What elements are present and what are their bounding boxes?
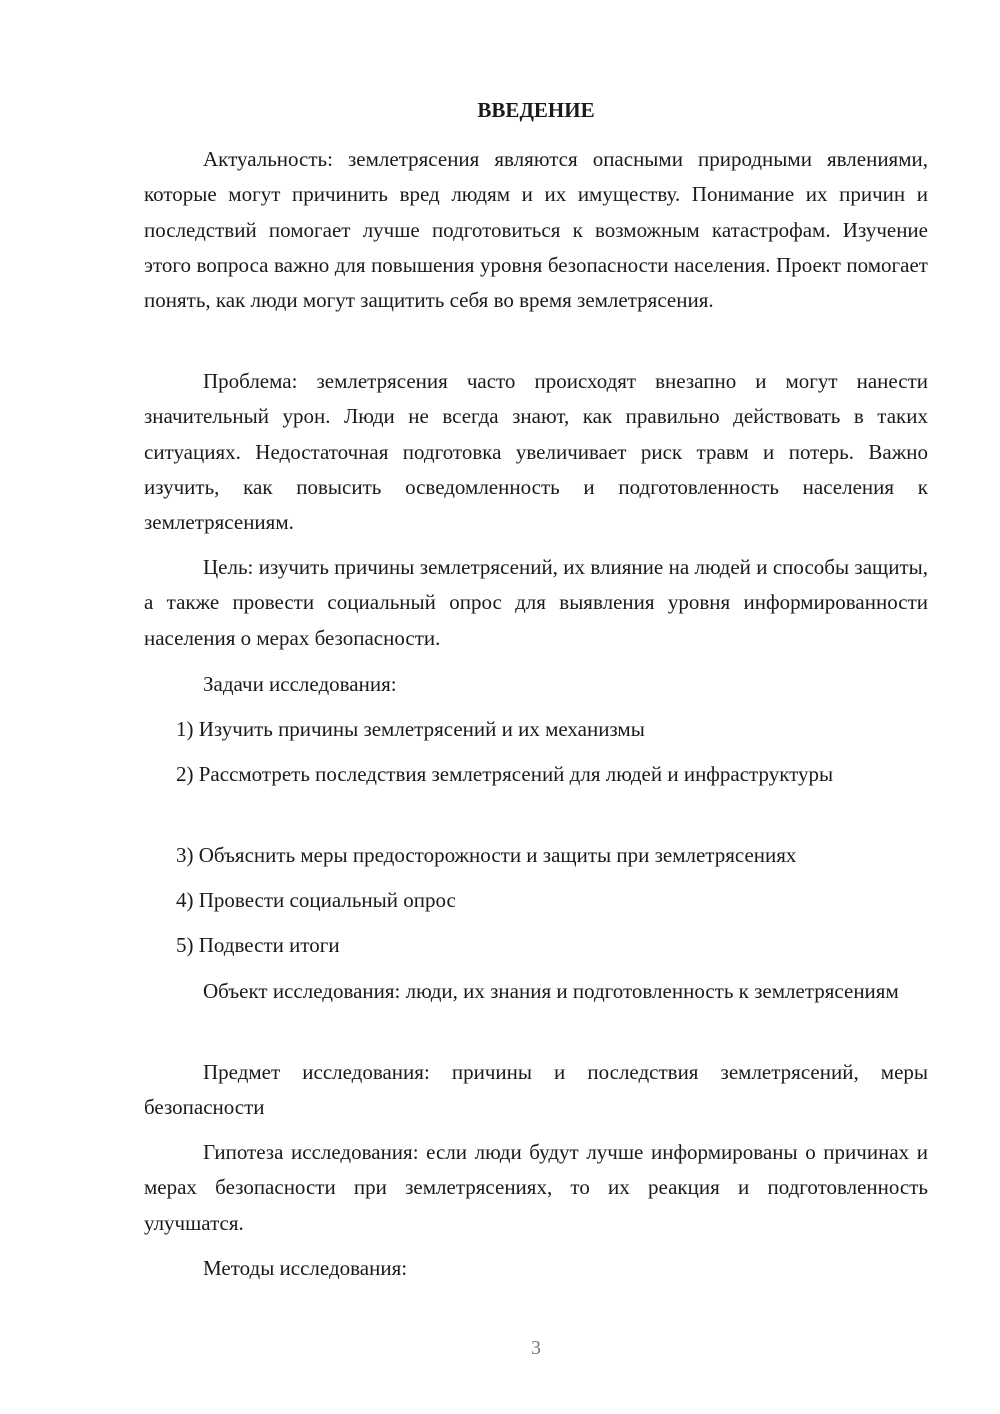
tasks-heading: Задачи исследования: [203, 672, 397, 696]
task-item-3: 3) Объяснить меры предосторожности и защиты при землетрясениях [176, 843, 797, 867]
hypothesis-paragraph: Гипотеза исследования: если люди будут лучше информированы о причинах и мерах безопасности при землетрясениях, то их реакция и подготовленность улучшатся. [144, 1140, 928, 1235]
problem-paragraph: Проблема: землетрясения часто происходят внезапно и могут нанести значительный урон. Люди не всегда знают, как правильно действовать в таких ситуациях. Недостаточная подготовка увеличивает риск травм и потерь. Важно изучить, как повысить осведомленность и подготовленность населения к землетрясениям. [144, 369, 928, 535]
relevance-paragraph: Актуальность: землетрясения являются опасными природными явлениями, которые могут причинить вред людям и их имуществу. Понимание их причин и последствий помогает лучше подготовиться к возможным катастрофам. Изучение этого вопроса важно для повышения уровня безопасности населения. Проект помогает понять, как люди могут защитить себя во время землетрясения. [144, 147, 928, 313]
object-paragraph: Объект исследования: люди, их знания и подготовленность к землетрясениям [203, 979, 899, 1003]
goal-paragraph: Цель: изучить причины землетрясений, их влияние на людей и способы защиты, а также провести социальный опрос для выявления уровня информированности населения о мерах безопасности. [144, 555, 928, 650]
task-item-5: 5) Подвести итоги [176, 933, 340, 957]
task-item-2: 2) Рассмотреть последствия землетрясений для людей и инфраструктуры [176, 762, 834, 786]
subject-paragraph: Предмет исследования: причины и последствия землетрясений, меры безопасности [144, 1060, 928, 1120]
page-title: ВВЕДЕНИЕ [477, 98, 595, 122]
task-item-1: 1) Изучить причины землетрясений и их механизмы [176, 717, 645, 741]
page-number: 3 [531, 1337, 541, 1359]
methods-heading: Методы исследования: [203, 1256, 408, 1280]
task-item-4: 4) Провести социальный опрос [176, 888, 456, 912]
